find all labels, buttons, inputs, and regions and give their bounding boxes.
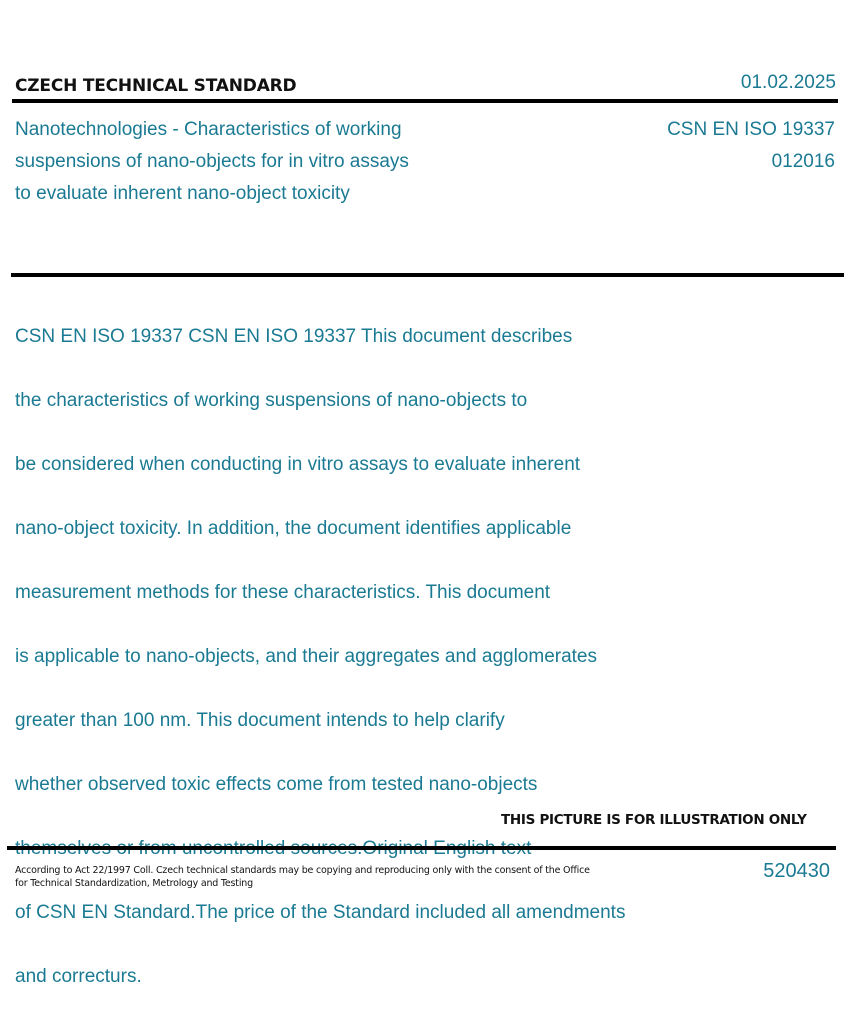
product-code: 520430 bbox=[763, 860, 830, 882]
title-line: Nanotechnologies - Characteristics of working bbox=[15, 119, 402, 140]
header-divider bbox=[12, 99, 838, 103]
standard-title bbox=[15, 114, 575, 210]
description-line: of CSN EN Standard.The price of the Standard included all amendments bbox=[15, 902, 626, 923]
standard-identifier bbox=[667, 114, 835, 178]
document-type-label: CZECH TECHNICAL STANDARD bbox=[15, 76, 297, 96]
description-line: greater than 100 nm. This document intends to help clarify bbox=[15, 710, 505, 731]
classification-code: 012016 bbox=[771, 151, 835, 172]
description-line: is applicable to nano-objects, and their aggregates and agglomerates bbox=[15, 646, 597, 667]
description-line: be considered when conducting in vitro assays to evaluate inherent bbox=[15, 454, 581, 475]
footer-divider bbox=[7, 846, 836, 850]
title-line: to evaluate inherent nano-object toxicity bbox=[15, 183, 350, 204]
standard-description bbox=[15, 289, 815, 1025]
title-line: suspensions of nano-objects for in vitro assays bbox=[15, 151, 409, 172]
description-line: CSN EN ISO 19337 CSN EN ISO 19337 This document describes bbox=[15, 326, 573, 347]
copyright-line: According to Act 22/1997 Coll. Czech technical standards may be copying and reproducing only with the consent of the Office bbox=[15, 865, 590, 876]
description-line: whether observed toxic effects come from tested nano-objects bbox=[15, 774, 538, 795]
description-line: measurement methods for these characteristics. This document bbox=[15, 582, 551, 603]
description-line: nano-object toxicity. In addition, the document identifies applicable bbox=[15, 518, 572, 539]
description-line: the characteristics of working suspensions of nano-objects to bbox=[15, 390, 528, 411]
title-divider bbox=[11, 273, 844, 277]
copyright-line: for Technical Standardization, Metrology and Testing bbox=[15, 878, 253, 889]
illustration-notice: THIS PICTURE IS FOR ILLUSTRATION ONLY bbox=[501, 812, 807, 828]
standard-number: CSN EN ISO 19337 bbox=[667, 119, 835, 140]
copyright-notice bbox=[15, 864, 615, 890]
description-line: and correcturs. bbox=[15, 966, 142, 987]
publication-date: 01.02.2025 bbox=[740, 72, 836, 93]
